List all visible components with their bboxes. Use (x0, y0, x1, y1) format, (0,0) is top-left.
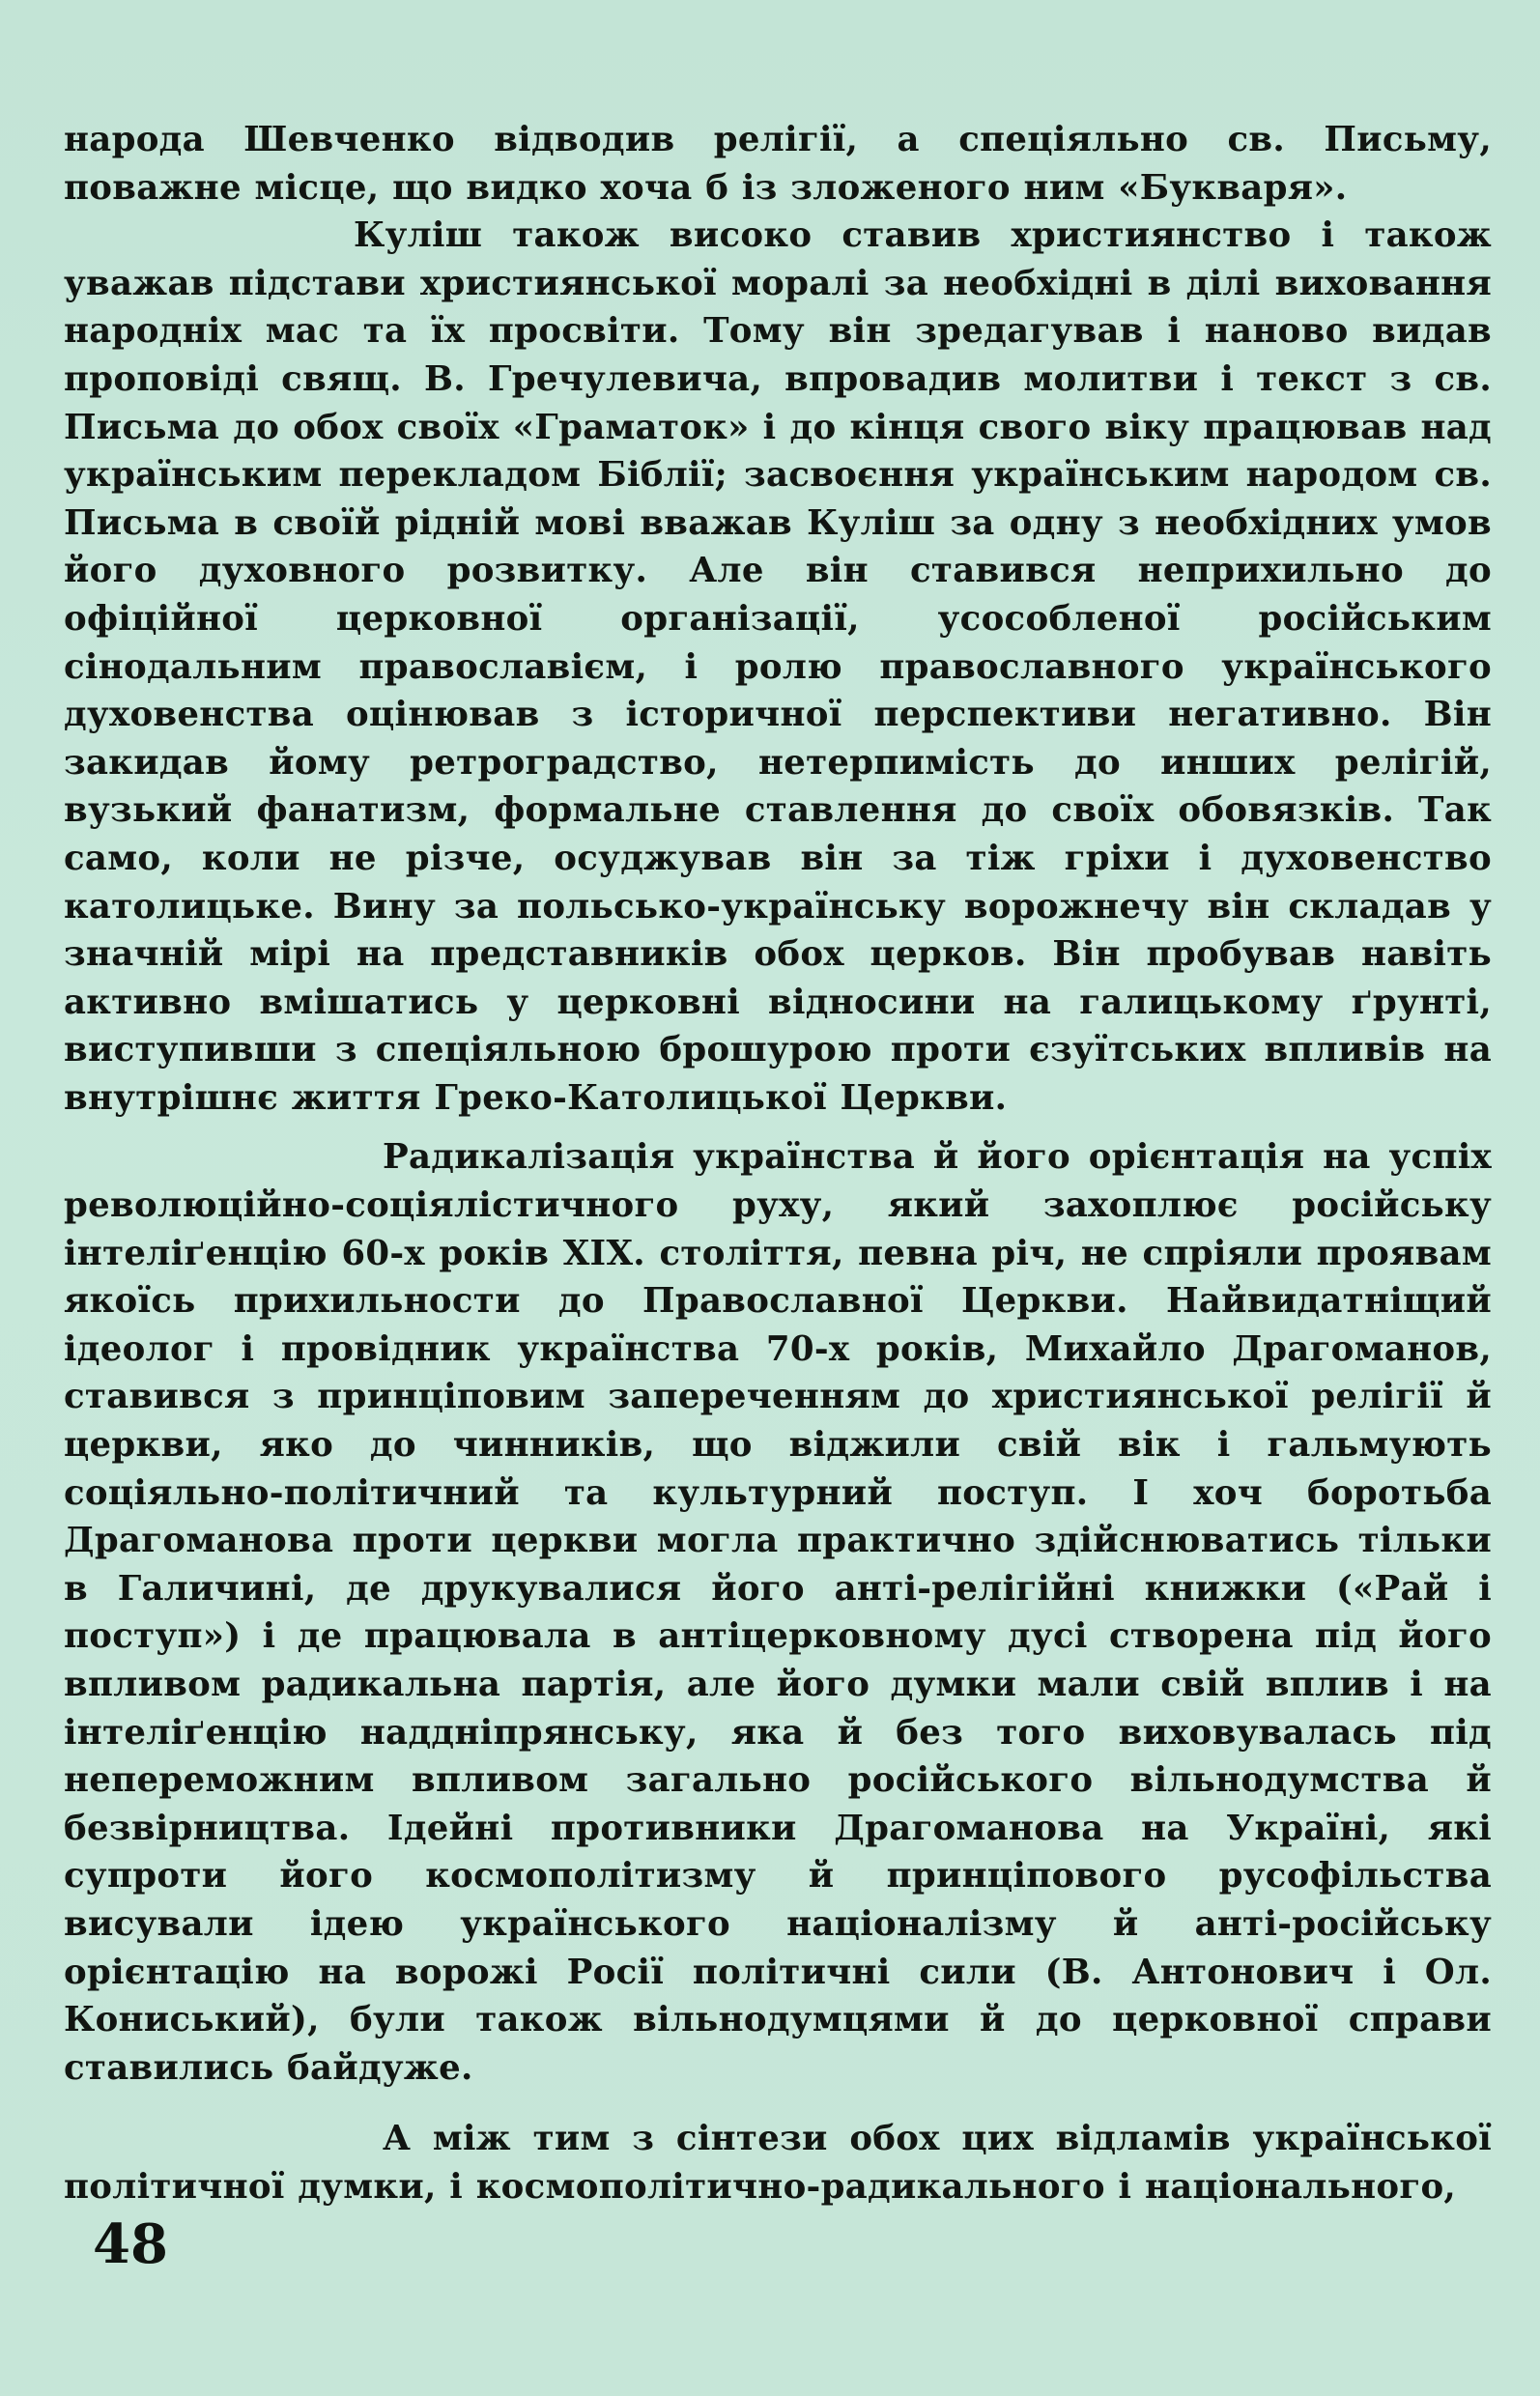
page-text (64, 116, 1492, 2211)
paragraph-continued: народа Шевченко відводив релігії, а спеціяльно св. Письму, поважне місце, що видко хоча б із зложеного ним «Букваря». (64, 120, 1492, 208)
paragraph-kulish: Куліш також високо ставив християнство і також уважав підстави християнської моралі за необхідні в ділі виховання народніх мас та їх просвіти. Тому він зредагував і наново видав проповіді свящ. В. Гречулевича, впровадив молитви і текст з св. Письма до обох своїх «Граматок» і до кінця свого віку працював над українським перекладом Біблії; засвоєння українським народом св. Письма в своїй рідній мові вважав Куліш за одну з необхідних умов його духовного розвитку. Але він ставився неприхильно до офіційної церковної організації, усособленої російським сінодальним православієм, і ролю православного українського духовенства оцінював з історичної перспективи негативно. Він закидав йому ретроградство, нетерпимість до инших релігій, вузький фанатизм, формальне ставлення до своїх обовязків. Так само, коли не різче, осуджував він за тіж гріхи і духовенство католицьке. Вину за польсько-українську ворожнечу він складав у значній мірі на представників обох церков. Він пробував навіть активно вмішатись у церковні відносини на галицькому ґрунті, виступивши з спеціяльною брошурою проти єзуїтських впливів на внутрішнє життя Греко-Католицької Церкви. (64, 215, 1492, 1118)
paragraph-radicalization: Радикалізація українства й його орієнтація на успіх революційно-соціялістичного руху, який захоплює російську інтеліґенцію 60-х років XIX. століття, певна річ, не спріяли проявам якоїсь прихильности до Православної Церкви. Найвидатніщий ідеолог і провідник українства 70-х років, Михайло Драгоманов, ставився з принціповим запереченням до християнської релігії й церкви, яко до чинників, що віджили свій вік і гальмують соціяльно-політичний та культурний поступ. І хоч боротьба Драгоманова проти церкви могла практично здійснюватись тільки в Галичині, де друкувалися його анті-релігійні книжки («Рай і поступ») і де працювала в антіцерковному дусі створена під його впливом радикальна партія, але його думки мали свій вплив і на інтеліґенцію наддніпрянську, яка й без того виховувалась під непереможним впливом загально російського вільнодумства й безвірництва. Ідейні противники Драгоманова на Україні, які супроти його космополітизму й принціпового русофільства висували ідею українського націоналізму й анті-російську орієнтацію на ворожі Росії політичні сили (В. Антонович і Ол. Кониський), були також вільнодумцями й до церковної справи ставились байдуже. (64, 1137, 1492, 2088)
paragraph-synthesis: А між тим з сінтези обох цих відламів української політичної думки, і космополітично-радикального і національного, (64, 2119, 1492, 2207)
page-number: 48 (93, 2212, 168, 2276)
